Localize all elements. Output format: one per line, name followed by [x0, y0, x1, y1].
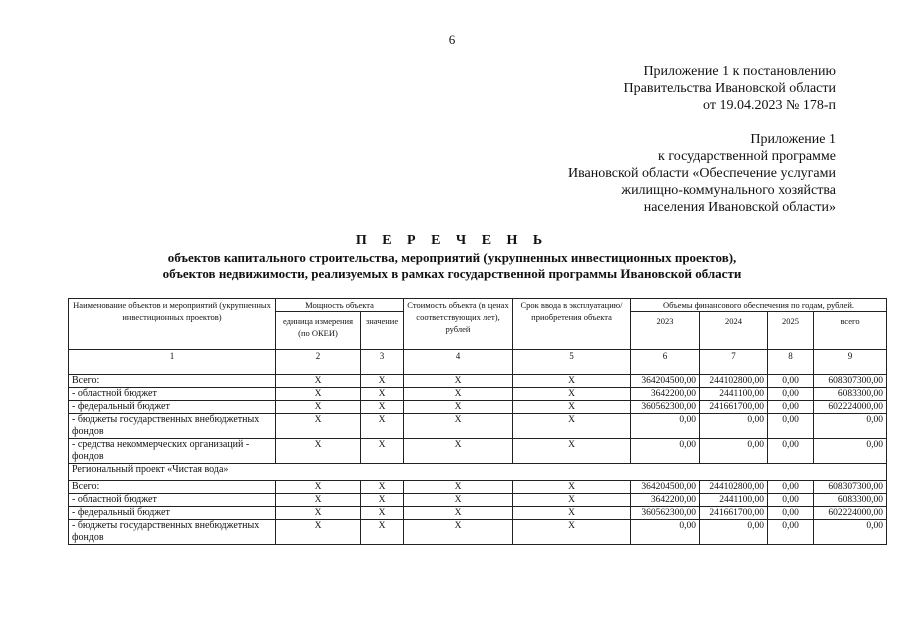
row-total: 602224000,00 [814, 507, 887, 520]
row-unit: Х [276, 520, 361, 545]
row-value: Х [361, 507, 404, 520]
row-year-2025: 0,00 [768, 414, 814, 439]
table-row [69, 401, 887, 414]
header-total: всего [814, 312, 887, 350]
column-number-row [69, 350, 887, 375]
row-name: - средства некоммерческих организаций - фондов [69, 439, 276, 464]
attachment-line: населения Ивановской области» [643, 200, 836, 215]
header-name: Наименование объектов и мероприятий (укрупненных инвестиционных проектов) [69, 299, 276, 350]
row-name: - областной бюджет [69, 494, 276, 507]
title-line-1: объектов капитального строительства, мероприятий (укрупненных инвестиционных проектов), [167, 250, 737, 265]
title-main: П Е Р Е Ч Е Н Ь [355, 233, 549, 248]
row-value: Х [361, 414, 404, 439]
row-name: - областной бюджет [69, 388, 276, 401]
row-unit: Х [276, 375, 361, 388]
row-year-2023: 3642200,00 [631, 494, 700, 507]
row-value: Х [361, 481, 404, 494]
row-unit: Х [276, 401, 361, 414]
row-year-2023: 0,00 [631, 439, 700, 464]
table-row [69, 507, 887, 520]
header-term: Срок ввода в эксплуатацию/ приобретения объекта [513, 299, 631, 350]
table-row [69, 520, 887, 545]
attachment-block-program [568, 131, 836, 216]
table-row [69, 388, 887, 401]
row-term: Х [513, 388, 631, 401]
row-year-2025: 0,00 [768, 507, 814, 520]
row-year-2023: 360562300,00 [631, 507, 700, 520]
row-term: Х [513, 520, 631, 545]
column-number: 4 [404, 350, 513, 375]
row-term: Х [513, 507, 631, 520]
row-year-2023: 364204500,00 [631, 375, 700, 388]
page-number: 6 [448, 32, 456, 47]
row-total: 608307300,00 [814, 375, 887, 388]
row-unit: Х [276, 414, 361, 439]
row-year-2024: 241661700,00 [700, 401, 768, 414]
row-year-2024: 2441100,00 [700, 494, 768, 507]
row-value: Х [361, 439, 404, 464]
row-unit: Х [276, 481, 361, 494]
column-number: 6 [631, 350, 700, 375]
row-year-2024: 0,00 [700, 414, 768, 439]
table-row [69, 481, 887, 494]
row-name: Всего: [69, 481, 276, 494]
row-unit: Х [276, 439, 361, 464]
row-cost: Х [404, 520, 513, 545]
row-year-2024: 2441100,00 [700, 388, 768, 401]
attachment-line: Приложение 1 к постановлению [643, 64, 836, 79]
row-term: Х [513, 414, 631, 439]
row-year-2025: 0,00 [768, 375, 814, 388]
row-total: 0,00 [814, 439, 887, 464]
header-unit: единица измерения (по ОКЕИ) [276, 312, 361, 350]
column-number: 7 [700, 350, 768, 375]
attachment-line: жилищно-коммунального хозяйства [621, 183, 836, 198]
row-value: Х [361, 375, 404, 388]
row-term: Х [513, 401, 631, 414]
header-cost: Стоимость объекта (в ценах соответствующих лет), рублей [404, 299, 513, 350]
row-value: Х [361, 401, 404, 414]
attachment-line: Ивановской области «Обеспечение услугами [567, 166, 836, 181]
row-unit: Х [276, 507, 361, 520]
row-year-2023: 3642200,00 [631, 388, 700, 401]
row-value: Х [361, 520, 404, 545]
title-line-2: объектов недвижимости, реализуемых в рамках государственной программы Ивановской области [162, 266, 742, 281]
row-cost: Х [404, 481, 513, 494]
row-year-2023: 360562300,00 [631, 401, 700, 414]
section-row [69, 464, 887, 481]
header-year-2023: 2023 [631, 312, 700, 350]
section-label: Региональный проект «Чистая вода» [69, 464, 887, 481]
row-year-2025: 0,00 [768, 481, 814, 494]
attachment-line: от 19.04.2023 № 178-п [703, 98, 836, 113]
row-year-2024: 0,00 [700, 439, 768, 464]
row-name: - федеральный бюджет [69, 401, 276, 414]
row-year-2024: 241661700,00 [700, 507, 768, 520]
row-value: Х [361, 494, 404, 507]
row-cost: Х [404, 507, 513, 520]
column-number: 5 [513, 350, 631, 375]
table-row [69, 494, 887, 507]
row-total: 0,00 [814, 414, 887, 439]
row-year-2023: 0,00 [631, 520, 700, 545]
header-year-2024: 2024 [700, 312, 768, 350]
row-total: 608307300,00 [814, 481, 887, 494]
row-year-2025: 0,00 [768, 439, 814, 464]
column-number: 1 [69, 350, 276, 375]
column-number: 2 [276, 350, 361, 375]
row-total: 6083300,00 [814, 388, 887, 401]
row-unit: Х [276, 494, 361, 507]
row-cost: Х [404, 439, 513, 464]
row-year-2024: 244102800,00 [700, 481, 768, 494]
header-year-2025: 2025 [768, 312, 814, 350]
attachment-line: Приложение 1 [750, 132, 836, 147]
header-capacity: Мощность объекта [276, 299, 404, 312]
row-year-2023: 364204500,00 [631, 481, 700, 494]
header-value: значение [361, 312, 404, 350]
column-number: 8 [768, 350, 814, 375]
row-term: Х [513, 494, 631, 507]
attachment-block-resolution [624, 63, 836, 114]
table-row [69, 439, 887, 464]
attachment-line: к государственной программе [658, 149, 836, 164]
row-year-2023: 0,00 [631, 414, 700, 439]
row-year-2025: 0,00 [768, 494, 814, 507]
row-cost: Х [404, 388, 513, 401]
row-year-2025: 0,00 [768, 388, 814, 401]
row-total: 6083300,00 [814, 494, 887, 507]
header-funding: Объемы финансового обеспечения по годам, рублей. [631, 299, 887, 312]
row-cost: Х [404, 494, 513, 507]
row-total: 0,00 [814, 520, 887, 545]
row-year-2024: 0,00 [700, 520, 768, 545]
column-number: 3 [361, 350, 404, 375]
table-row [69, 375, 887, 388]
column-number: 9 [814, 350, 887, 375]
attachment-line: Правительства Ивановской области [623, 81, 836, 96]
row-name: - федеральный бюджет [69, 507, 276, 520]
table-row [69, 414, 887, 439]
row-term: Х [513, 375, 631, 388]
row-term: Х [513, 439, 631, 464]
perechen-table [68, 298, 887, 545]
row-value: Х [361, 388, 404, 401]
row-year-2024: 244102800,00 [700, 375, 768, 388]
row-cost: Х [404, 375, 513, 388]
row-unit: Х [276, 388, 361, 401]
row-year-2025: 0,00 [768, 401, 814, 414]
row-name: Всего: [69, 375, 276, 388]
row-name: - бюджеты государственных внебюджетных фондов [69, 414, 276, 439]
row-total: 602224000,00 [814, 401, 887, 414]
row-cost: Х [404, 414, 513, 439]
row-cost: Х [404, 401, 513, 414]
document-title [0, 232, 904, 282]
row-name: - бюджеты государственных внебюджетных фондов [69, 520, 276, 545]
row-term: Х [513, 481, 631, 494]
row-year-2025: 0,00 [768, 520, 814, 545]
